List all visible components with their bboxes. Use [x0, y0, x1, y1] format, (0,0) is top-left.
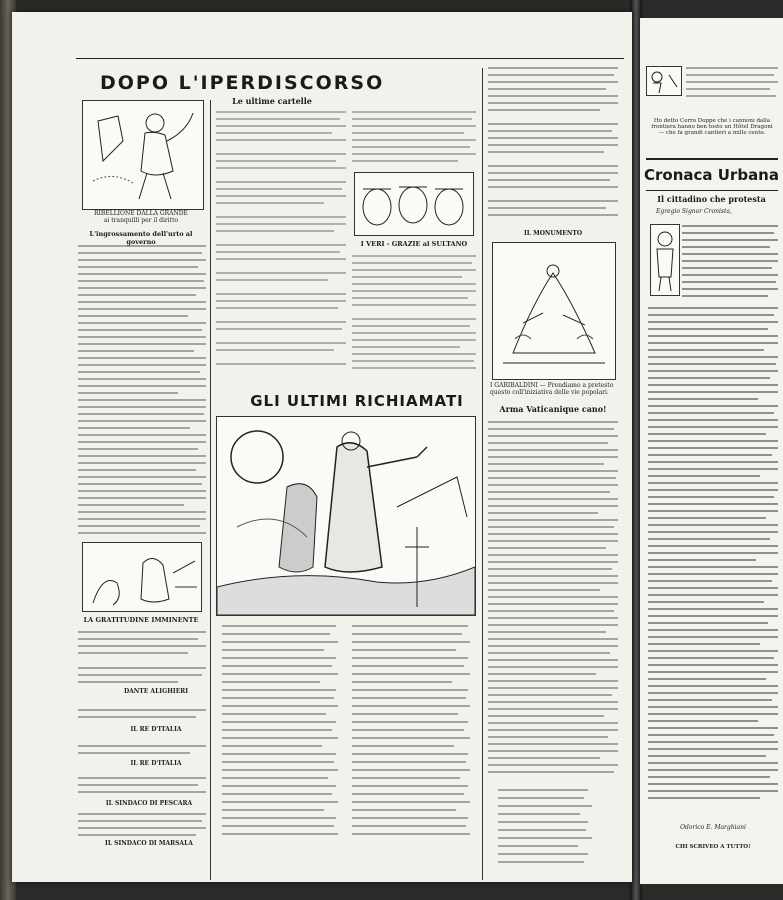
col3-top-text — [352, 108, 476, 168]
cronaca-footer: CHI SCRIVEO A TUTTO! — [675, 844, 751, 850]
main-illustration-title: GLI ULTIMI RICHIAMATI — [250, 392, 464, 410]
cronaca-rule-top — [646, 158, 778, 160]
article-title-vaticano: Arma Vaticanique cano! — [499, 404, 607, 414]
illustration-faces — [354, 172, 474, 236]
cronaca-body-text — [648, 304, 778, 844]
cronaca-article-subtitle: Il cittadino che protesta — [657, 194, 766, 204]
cronaca-salutation: Egregio Signor Cronista, — [656, 208, 732, 215]
illustration-figures — [82, 542, 202, 612]
cronaca-signature: Odorico E. Marghiani — [680, 824, 746, 831]
col-divider-1 — [210, 100, 211, 880]
right-page — [640, 18, 783, 884]
poem-text — [216, 622, 474, 852]
page-headline: DOPO L'IPERDISCORSO — [100, 72, 385, 94]
top-rule — [76, 58, 624, 59]
monument-caption: I GARIBALDINI — Prendiamo a pretesto questo coll'iniziativa delle vie popolari. — [490, 382, 614, 396]
signature-marsala: IL SINDACO DI MARSALA — [105, 840, 193, 847]
illustration-monument — [492, 242, 616, 380]
left-page — [12, 12, 632, 882]
col3-body-text — [352, 252, 476, 378]
signature-re-1: IL RE D'ITALIA — [130, 726, 182, 733]
illustration-angel — [82, 100, 204, 210]
signature-pescara: IL SINDACO DI PESCARA — [105, 800, 193, 807]
col4-section-title: IL MONUMENTO — [523, 230, 583, 237]
right-top-note: Ho detto Cerro Doppe che i cannoni dalla frontiera hanno ben tosto un Hôtel Dragoni — che fa grandi cantieri a mille cento. — [651, 118, 773, 136]
article-body-text — [488, 418, 618, 868]
col4-top-text — [488, 64, 618, 224]
col1-bottom-text — [78, 628, 206, 870]
cronaca-rule-bottom — [646, 190, 778, 191]
cronaca-side-text — [682, 222, 778, 302]
headline-subhead: Le ultime cartelle — [232, 96, 312, 106]
cronaca-urbana-title: Cronaca Urbana — [644, 166, 779, 184]
col-divider-3 — [482, 68, 483, 880]
col2-body-text — [216, 108, 346, 378]
right-small-illustration — [646, 66, 682, 96]
col3-section-title: I VERI - GRAZIE al SULTANO — [360, 240, 468, 248]
cronaca-portrait-illustration — [650, 224, 680, 296]
col1-section-title: L'ingrossamento dell'urto al governo — [89, 230, 193, 246]
signature-re-2: IL RE D'ITALIA — [130, 760, 182, 767]
illustration-ultimi-richiamati — [216, 416, 476, 616]
signature-dante: DANTE ALIGHIERI — [123, 688, 189, 695]
illustration-caption: RIBELLIONE DALLA GRANDE ai tranquilli per il diritto — [94, 210, 188, 224]
col1-body-text — [78, 242, 206, 542]
col1-bottom-title: LA GRATITUDINE IMMINENTE — [83, 616, 199, 624]
